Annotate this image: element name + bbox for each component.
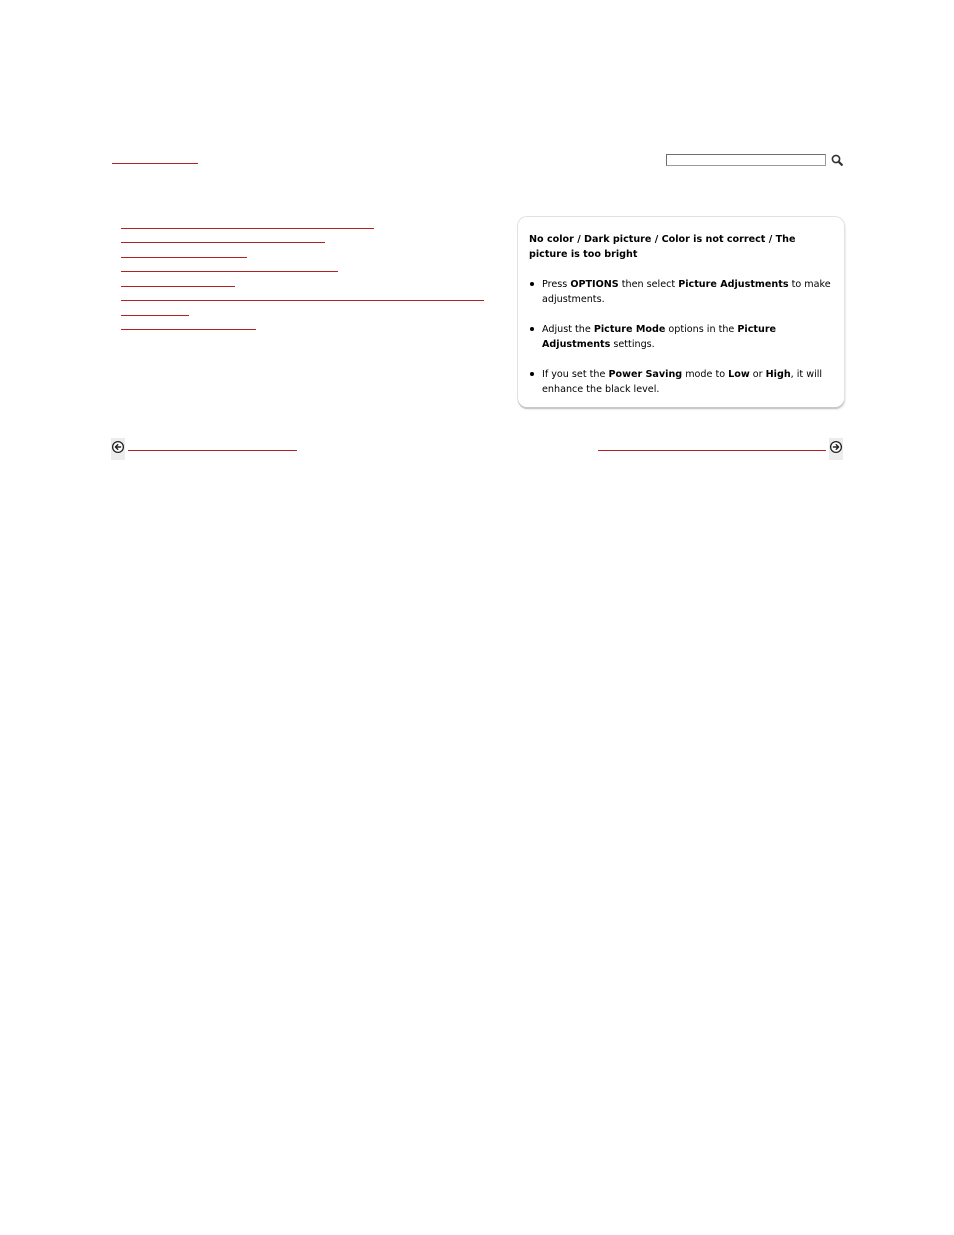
search-button[interactable]: [830, 152, 844, 166]
topic-link[interactable]: [121, 271, 338, 272]
info-item: [529, 322, 834, 352]
info-item-emphasis: Low: [728, 369, 750, 380]
info-item-text: Press: [542, 279, 571, 290]
topic-link[interactable]: [121, 329, 256, 330]
info-card-title: No color / Dark picture / Color is not correct / The picture is too bright: [529, 234, 796, 260]
topic-link[interactable]: [121, 315, 189, 316]
topic-link[interactable]: [121, 257, 247, 258]
info-item-text: , it will enhance the black level.: [542, 369, 823, 395]
arrow-right-circle-icon: [829, 438, 843, 460]
info-item-text: or: [749, 369, 766, 380]
info-item-emphasis: Power Saving: [608, 369, 683, 380]
info-item-text: If you set the: [542, 369, 609, 380]
info-item-emphasis: OPTIONS: [570, 279, 619, 290]
search-input[interactable]: [666, 154, 826, 166]
info-card: [518, 217, 844, 407]
next-page-link[interactable]: [598, 450, 826, 451]
info-item-emphasis: High: [765, 369, 791, 380]
info-item: [529, 367, 834, 397]
info-item-text: Adjust the: [542, 324, 594, 335]
info-item-text: to make adjustments.: [542, 279, 831, 305]
info-item-emphasis: Picture Adjustments: [542, 324, 777, 350]
info-item-emphasis: Picture Adjustments: [678, 279, 789, 290]
top-link[interactable]: [112, 163, 198, 164]
prev-page-button[interactable]: [111, 438, 125, 460]
topic-link[interactable]: [121, 286, 235, 287]
info-item-emphasis: Picture Mode: [593, 324, 666, 335]
topic-link[interactable]: [121, 228, 374, 229]
next-page-button[interactable]: [829, 438, 843, 460]
arrow-left-circle-icon: [111, 438, 125, 460]
magnifier-icon: [830, 153, 844, 167]
info-item-text: options in the: [665, 324, 738, 335]
info-item-text: settings.: [610, 339, 655, 350]
info-item: [529, 277, 834, 307]
topic-link[interactable]: [121, 242, 325, 243]
topic-link[interactable]: [121, 300, 484, 301]
prev-page-link[interactable]: [128, 450, 297, 451]
info-card-list: [529, 277, 834, 412]
info-item-text: mode to: [682, 369, 729, 380]
info-item-text: then select: [618, 279, 679, 290]
